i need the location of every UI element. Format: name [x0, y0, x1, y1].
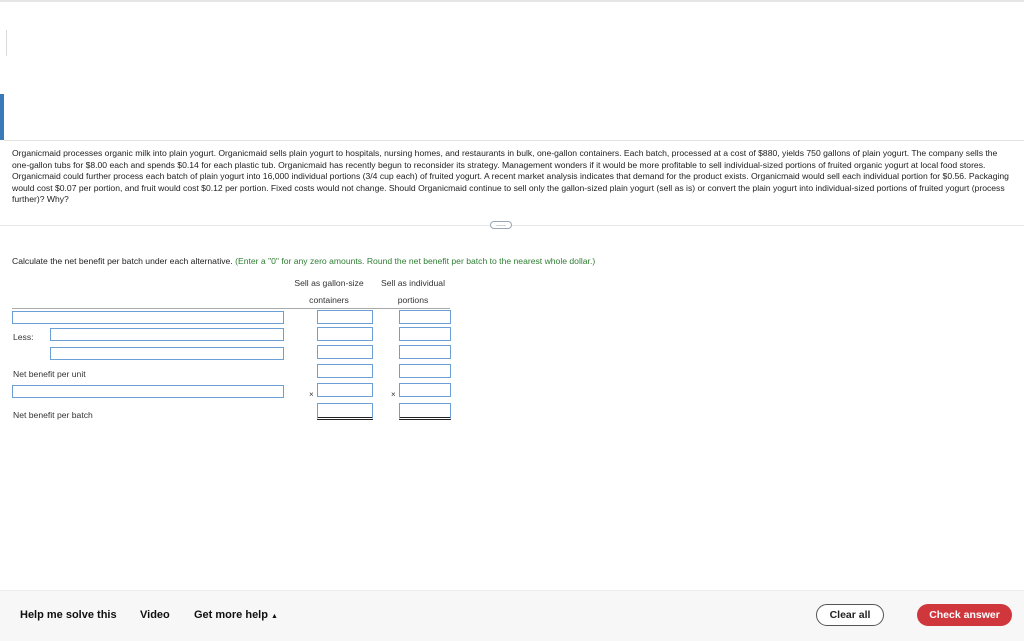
net-per-unit-individual-input[interactable]	[399, 364, 451, 378]
row2-gallon-input[interactable]	[317, 327, 373, 341]
net-benefit-per-unit-label: Net benefit per unit	[13, 369, 86, 379]
caret-up-icon: ▲	[270, 613, 278, 620]
net-per-batch-gallon-input[interactable]	[317, 403, 373, 420]
units-individual-input[interactable]	[399, 383, 451, 397]
net-per-unit-gallon-input[interactable]	[317, 364, 373, 378]
help-me-solve-button[interactable]: Help me solve this	[20, 609, 117, 621]
multiply-sign-individual: ×	[391, 390, 396, 399]
table-header-rule	[12, 308, 450, 309]
row2-individual-input[interactable]	[399, 327, 451, 341]
units-gallon-input[interactable]	[317, 383, 373, 397]
top-border	[0, 0, 1024, 2]
net-benefit-per-batch-label: Net benefit per batch	[13, 410, 93, 420]
row1-individual-input[interactable]	[399, 310, 451, 324]
check-answer-button[interactable]: Check answer	[917, 604, 1012, 626]
net-per-batch-individual-input[interactable]	[399, 403, 451, 420]
row3-gallon-input[interactable]	[317, 345, 373, 359]
row2-label-input[interactable]	[50, 328, 284, 341]
column-header-gallon-line1: Sell as gallon-size	[294, 278, 364, 288]
column-header-gallon-line2: containers	[309, 295, 349, 305]
column-header-individual-line1: Sell as individual	[380, 278, 445, 288]
row3-individual-input[interactable]	[399, 345, 451, 359]
clear-all-button[interactable]: Clear all	[816, 604, 884, 626]
question-accent-bar	[0, 94, 4, 140]
panel-edge	[0, 30, 7, 56]
units-label-input[interactable]	[12, 385, 284, 398]
column-header-individual	[368, 275, 458, 309]
footer-bar	[0, 590, 1024, 641]
get-more-help-button[interactable]	[194, 609, 278, 621]
video-button[interactable]: Video	[140, 609, 170, 621]
instruction-text	[12, 256, 595, 266]
less-label: Less:	[13, 332, 34, 342]
section-divider	[0, 225, 1024, 226]
row3-label-input[interactable]	[50, 347, 284, 360]
multiply-sign-gallon: ×	[309, 390, 314, 399]
column-header-gallon	[284, 275, 374, 309]
problem-statement: Organicmaid processes organic milk into plain yogurt. Organicmaid sells plain yogurt to hospitals, nursing homes, and restaurants in bulk, one-gallon containers. Each batch, processed at a cost of $880, yields 750 gallons of plain yogurt. The company sells the one-gallon tubs for $8.00 each and spends $0.14 for each plastic tub. Organicmaid has recently begun to reconsider its strategy. Management wonders if it would be more profitable to sell individual-sized portions of fruited organic yogurt at local food stores. Organicmaid could further process each batch of plain yogurt into 16,000 individual portions (3/4 cup each) of fruited yogurt. A recent market analysis indicates that demand for the product exists. Organicmaid would sell each individual portion for $0.56. Packaging would cost $0.07 per portion, and fruit would cost $0.12 per portion. Fixed costs would not change. Should Organicmaid continue to sell only the gallon-sized plain yogurt (sell as is) or convert the plain yogurt into individual-sized portions of fruited yogurt (process further)? Why?	[12, 148, 1009, 205]
header-divider	[4, 140, 1024, 141]
row1-gallon-input[interactable]	[317, 310, 373, 324]
expand-more-button[interactable]: .....	[490, 221, 512, 229]
instruction-main: Calculate the net benefit per batch under each alternative.	[12, 256, 233, 266]
instruction-hint: (Enter a "0" for any zero amounts. Round the net benefit per batch to the nearest whole dollar.)	[235, 256, 596, 266]
column-header-individual-line2: portions	[397, 295, 429, 305]
row1-label-input[interactable]	[12, 311, 284, 324]
get-more-help-label: Get more help	[194, 609, 268, 621]
